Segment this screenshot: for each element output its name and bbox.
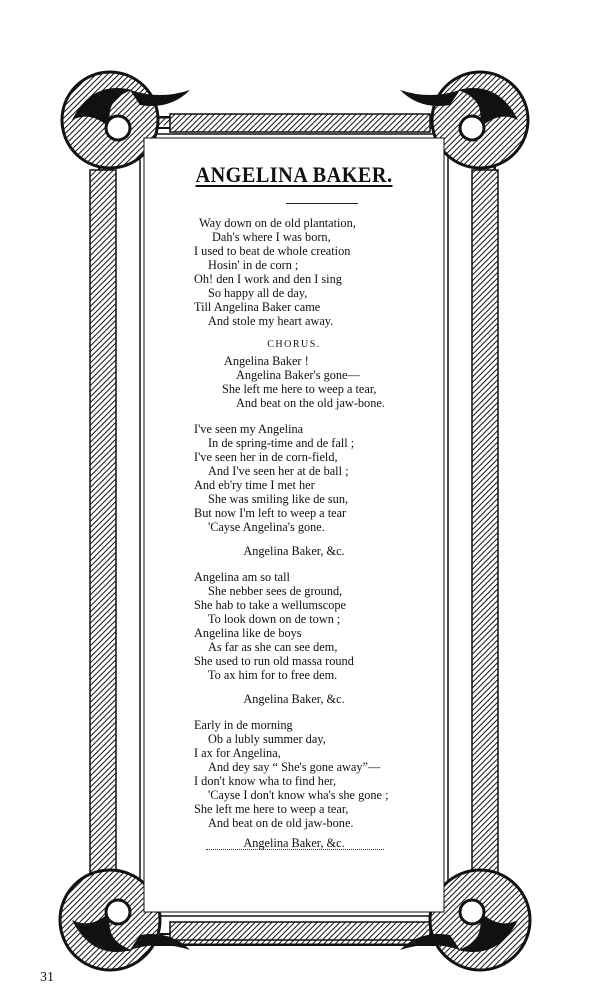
verse-2-line-7: But now I'm left to weep a tear xyxy=(194,506,347,520)
verse-2-line-5: And eb'ry time I met her xyxy=(194,478,315,492)
verse-4-line-3: I ax for Angelina, xyxy=(194,746,281,760)
verse-4-line-7: She left me here to weep a tear, xyxy=(194,802,349,816)
bottom-dotted-rule xyxy=(206,849,384,850)
chorus-line-4: And beat on the old jaw-bone. xyxy=(236,396,385,410)
verse-2-line-4: And I've seen her at de ball ; xyxy=(208,464,349,478)
verse-4-line-2: Ob a lubly summer day, xyxy=(208,732,326,746)
verse-2-line-3: I've seen her in de corn-field, xyxy=(194,450,338,464)
verse-1-line-4: Hosin' in de corn ; xyxy=(208,258,299,272)
verse-2-line-1: I've seen my Angelina xyxy=(194,422,304,436)
verse-1-line-1: Way down on de old plantation, xyxy=(199,216,356,230)
verse-1-line-7: Till Angelina Baker came xyxy=(194,300,321,314)
chorus-line-3: She left me here to weep a tear, xyxy=(222,382,377,396)
chorus-heading: CHORUS. xyxy=(267,339,321,350)
refrain-3: Angelina Baker, &c. xyxy=(243,836,345,850)
chorus-line-1: Angelina Baker ! xyxy=(224,354,309,368)
verse-2-line-6: She was smiling like de sun, xyxy=(208,492,349,506)
title-rule xyxy=(286,203,358,204)
verse-1-line-5: Oh! den I work and den I sing xyxy=(194,272,342,286)
verse-4-line-5: I don't know wha to find her, xyxy=(194,774,337,788)
page-number: 31 xyxy=(40,970,54,985)
verse-3-line-3: She hab to take a wellumscope xyxy=(194,598,346,612)
verse-1-line-3: I used to beat de whole creation xyxy=(194,244,351,258)
verse-2-line-2: In de spring-time and de fall ; xyxy=(208,436,355,450)
verse-1-line-8: And stole my heart away. xyxy=(208,314,334,328)
verse-3-line-2: She nebber sees de ground, xyxy=(208,584,343,598)
verse-3-line-7: She used to run old massa round xyxy=(194,654,354,668)
verse-4-line-4: And dey say “ She's gone away”— xyxy=(208,760,381,774)
verse-4-line-6: 'Cayse I don't know wha's she gone ; xyxy=(208,788,389,802)
verse-4-line-1: Early in de morning xyxy=(194,718,293,732)
song-sheet xyxy=(146,140,442,910)
verse-3-line-5: Angelina like de boys xyxy=(194,626,302,640)
verse-4-line-8: And beat on de old jaw-bone. xyxy=(208,816,354,830)
verse-2-line-8: 'Cayse Angelina's gone. xyxy=(208,520,325,534)
refrain-1: Angelina Baker, &c. xyxy=(243,544,345,558)
verse-3-line-1: Angelina am so tall xyxy=(194,570,290,584)
verse-3-line-8: To ax him for to free dem. xyxy=(208,668,338,682)
chorus-line-2: Angelina Baker's gone— xyxy=(236,368,360,382)
verse-3-line-6: As far as she can see dem, xyxy=(208,640,338,654)
verse-1-line-2: Dah's where I was born, xyxy=(212,230,331,244)
refrain-2: Angelina Baker, &c. xyxy=(243,692,345,706)
verse-3-line-4: To look down on de town ; xyxy=(208,612,341,626)
verse-1-line-6: So happy all de day, xyxy=(208,286,308,300)
song-title: ANGELINA BAKER. xyxy=(195,162,393,187)
